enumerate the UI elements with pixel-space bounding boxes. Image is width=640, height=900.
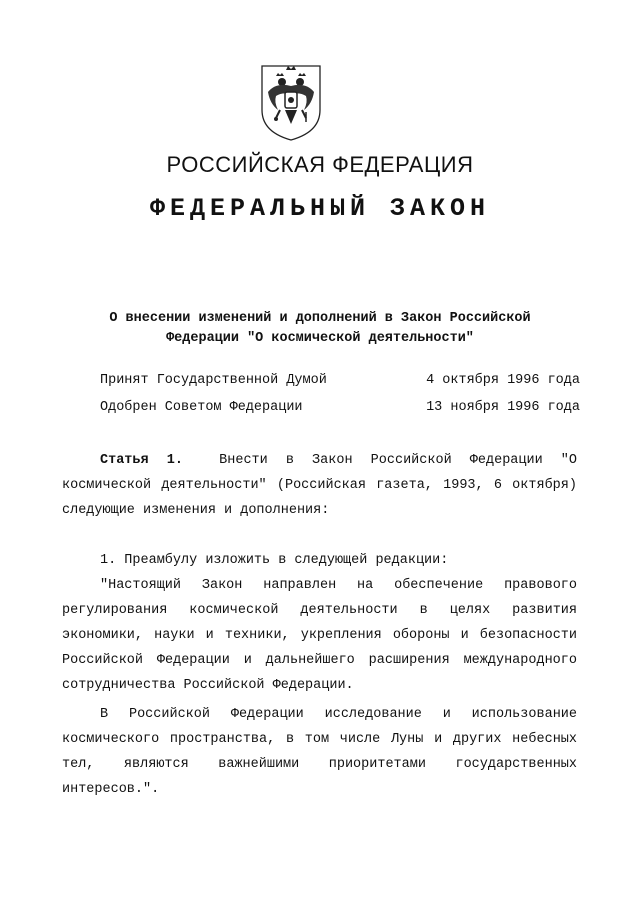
country-name: РОССИЙСКАЯ ФЕДЕРАЦИЯ [166,152,474,177]
adoption-label: Одобрен Советом Федерации [100,400,303,415]
adoption-row-federation-council [100,400,580,420]
law-title-line-1: О внесении изменений и дополнений в Закон Российской [109,311,531,326]
adoption-row-duma [100,373,580,393]
preamble-paragraph-2-text: В Российской Федерации исследование и использование космического пространства, в том числе Луны и других небесных тел, являются важнейшими приоритетами государственных интересов.". [62,707,577,797]
russian-coat-of-arms-icon [258,62,324,142]
preamble-paragraph-1-text: "Настоящий Закон направлен на обеспечение правового регулирования космической деятельности в целях развития экономики, науки и техники, укрепления обороны и безопасности Российской Федерации и дальнейшего расширения международного сотрудничества Российской Федерации. [62,578,577,693]
preamble-paragraph-1 [62,573,577,698]
item-1-intro-text: 1. Преамбулу изложить в следующей редакции: [100,553,449,568]
preamble-paragraph-2 [62,702,577,802]
law-title-line-2: Федерации "О космической деятельности" [166,331,474,346]
law-title [100,309,540,349]
article-1 [62,448,577,523]
adoption-label: Принят Государственной Думой [100,373,327,388]
item-1-intro [62,548,577,573]
article-1-label: Статья 1. [100,453,183,468]
document-type: ФЕДЕРАЛЬНЫЙ ЗАКОН [149,194,491,223]
adoption-date: 4 октября 1996 года [426,373,580,388]
adoption-date: 13 ноября 1996 года [426,400,580,415]
article-1-text: Внести в Закон Российской Федерации "О космической деятельности" (Российская газета, 1993, 6 октября) следующие изменения и дополнения: [62,453,578,518]
